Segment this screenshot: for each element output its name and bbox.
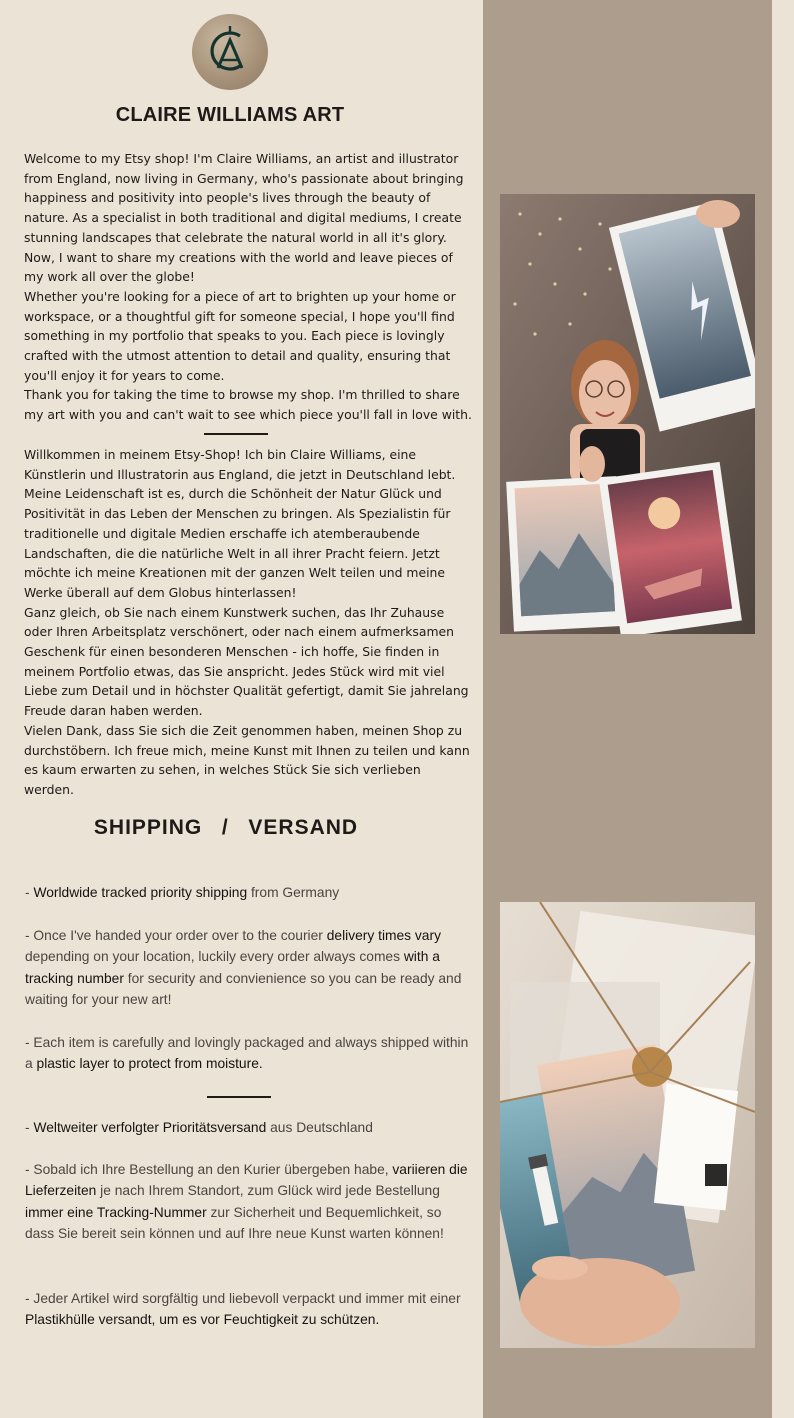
shipping-de-bullet-1: - Weltweiter verfolgter Prioritätsversand aus Deutschland (25, 1120, 373, 1135)
intro-english (24, 149, 472, 425)
intro-de-paragraph-2: Ganz gleich, ob Sie nach einem Kunstwerk suchen, das Ihr Zuhause oder Ihren Arbeitsplatz verschönert, oder nach einem aufmerksamen Geschenk für einen besonderen Menschen - ich hoffe, Sie finden in meinem Portfolio etwas, das Sie anspricht. Jedes Stück wird mit viel Liebe zum Detail und in höchster Qualität gefertigt, damit Sie jahrelang Freude daran haben werden. (24, 604, 469, 719)
brand-logo (192, 14, 268, 90)
shipping-en-bullet-2: - Once I've handed your order over to the courier delivery times vary depending on your location, luckily every order always comes with a tracking number for security and convienience so you can be ready and waiting for your new art! (25, 928, 462, 1007)
shipping-en-bullet-1: - Worldwide tracked priority shipping from Germany (25, 885, 340, 900)
intro-en-paragraph-1: Welcome to my Etsy shop! I'm Claire Williams, an artist and illustrator from England, now living in Germany, who's passionate about bringing happiness and positivity into people's lives through the beauty of nature. As a specialist in both traditional and digital mediums, I create stunning landscapes that celebrate the natural world in all it's glory. Now, I want to share my creations with the world and leave pieces of my work all over the globe! (24, 151, 464, 285)
shipping-de-bullet-3: - Jeder Artikel wird sorgfältig und liebevoll verpackt und immer mit einer Plastikhülle versandt, um es vor Feuchtigkeit zu schützen. (25, 1291, 461, 1328)
shipping-heading: SHIPPING / VERSAND (93, 816, 359, 839)
packaging-photo (500, 902, 755, 1348)
shop-title: CLAIRE WILLIAMS ART (115, 104, 345, 126)
intro-de-paragraph-1: Willkommen in meinem Etsy-Shop! Ich bin Claire Williams, eine Künstlerin und Illustratorin aus England, die jetzt in Deutschland lebt. Meine Leidenschaft ist es, durch die Schönheit der Natur Glück und Positivität in das Leben der Menschen zu bringen. Als Spezialistin für traditionelle und digitale Medien erschaffe ich atemberaubende Landschaften, die die natürliche Welt in all ihrer Pracht feiern. Jetzt möchte ich meine Kreationen mit der ganzen Welt teilen und meine Werke überall auf dem Globus hinterlassen! (24, 447, 456, 600)
right-edge-strip (772, 0, 794, 1418)
shipping-en-bullet-3: - Each item is carefully and lovingly packaged and always shipped within a plastic layer to protect from moisture. (25, 1035, 469, 1072)
divider-intro (204, 433, 268, 435)
artist-with-prints-photo (500, 194, 755, 634)
cw-monogram-icon (200, 22, 260, 82)
intro-en-paragraph-3: Thank you for taking the time to browse my shop. I'm thrilled to share my art with you and can't wait to see which piece you'll fall in love with. (24, 387, 472, 423)
packaging-photo-illustration (500, 902, 755, 1348)
intro-en-paragraph-2: Whether you're looking for a piece of art to brighten up your home or workspace, or a thoughtful gift for someone special, I hope you'll find something in my portfolio that speaks to you. Each piece is lovingly crafted with the utmost attention to detail and quality, ensuring that you'll enjoy it for years to come. (24, 288, 456, 383)
intro-de-paragraph-3: Vielen Dank, dass Sie sich die Zeit genommen haben, meinen Shop zu durchstöbern. Ich freue mich, meine Kunst mit Ihnen zu teilen und kann es kaum erwarten zu sehen, in welches Stück Sie sich verlieben werden. (24, 722, 470, 797)
divider-shipping (207, 1096, 271, 1098)
intro-german (24, 445, 472, 800)
artist-photo-illustration (500, 194, 755, 634)
shipping-de-bullet-2: - Sobald ich Ihre Bestellung an den Kurier übergeben habe, variieren die Lieferzeiten je nach Ihrem Standort, zum Glück wird jede Bestellung immer eine Tracking-Nummer zur Sicherheit und Bequemlichkeit, so dass Sie bereit sein können und auf Ihre neue Kunst warten können! (25, 1162, 468, 1241)
